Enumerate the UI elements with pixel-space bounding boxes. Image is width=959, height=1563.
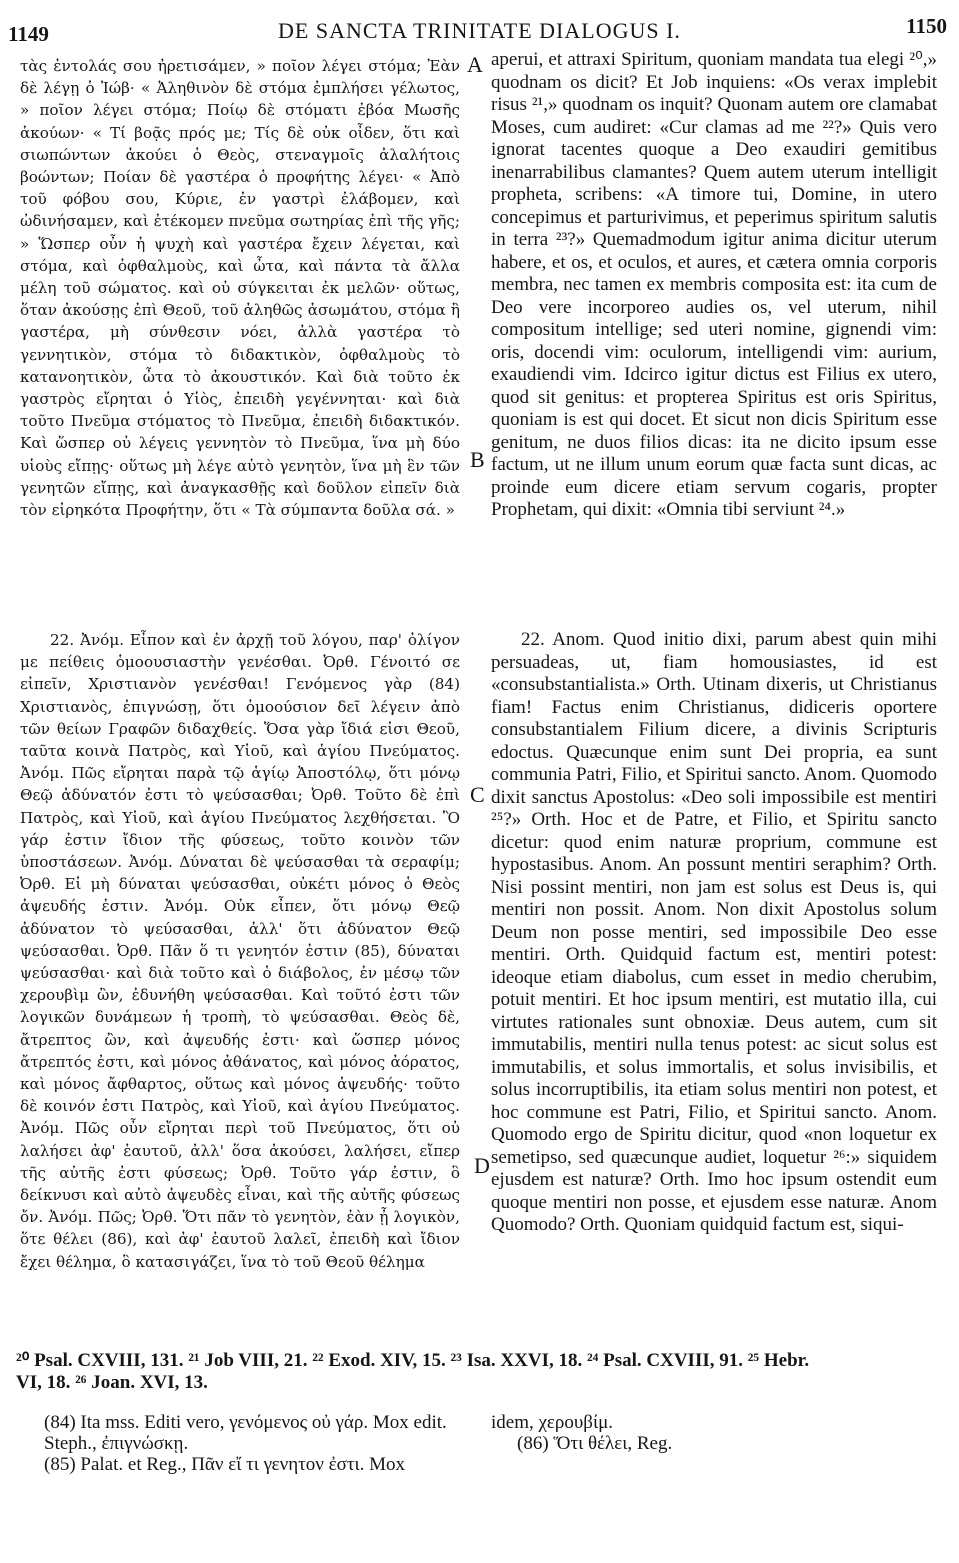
variant-note-86: (86) Ὅτι θέλει, Reg. bbox=[517, 1433, 673, 1454]
variant-note-85-continued: idem, χερουβίμ. bbox=[491, 1412, 614, 1433]
page-number-right: 1150 bbox=[906, 14, 947, 38]
variant-notes-right bbox=[491, 1412, 931, 1454]
variant-note-85: (85) Palat. et Reg., Πᾶν εἴ τι γενητον ἐστι. Mox bbox=[44, 1454, 405, 1475]
section-marker-c: C bbox=[470, 782, 485, 807]
footnote-line: ²⁰ Psal. CXVIII, 131. ²¹ Job VIII, 21. ²² Exod. XIV, 15. ²³ Isa. XXVI, 18. ²⁴ Psal. CXVIII, 91. ²⁵ Hebr. bbox=[16, 1350, 810, 1371]
section-marker-a: A bbox=[467, 52, 483, 77]
variant-notes-left bbox=[44, 1412, 484, 1475]
greek-text: 22. Ἀνόμ. Εἶπον καὶ ἐν ἀρχῇ τοῦ λόγου, παρ' ὀλίγον με πείθεις ὁμοουσιαστὴν γενέσθαι. Ὀρθ. Γένοιτό σε εἰπεῖν, Χριστιανὸν γενέσθαι! Γενόμενος γὰρ (84) Χριστιανὸς, ἐπιγνώσῃ, ὅτι ὁμοούσιον δεῖ λέγειν ἀπὸ τῶν θείων Γραφῶν διδαχθείς. Ὅσα γὰρ ἴδιά εἰσι Θεοῦ, ταῦτα κοινὰ Πατρὸς, καὶ Υἱοῦ, καὶ ἁγίου Πνεύματος. Ἀνόμ. Πῶς εἴρηται παρὰ τῷ ἁγίῳ Ἀποστόλῳ, ὅτι μόνῳ Θεῷ ἀδύνατόν ἐστι τὸ ψεύσασθαι; Ὀρθ. Τοῦτο δὲ ἐπὶ Πατρὸς, καὶ Υἱοῦ, καὶ ἁγίου Πνεύματος λεχθήσεται. Ὃ γάρ ἐστιν ἴδιον τῆς φύσεως, τοῦτο κοινὸν τῶν ὑποστάσεων. Ἀνόμ. Δύναται δὲ ψεύσασθαι τὰ σεραφίμ; Ὀρθ. Εἰ μὴ δύναται ψεύσασθαι, οὐκέτι μόνος ὁ Θεὸς ἀψευδής ἐστιν. Ἀνόμ. Οὐκ εἶπεν, ὅτι μόνῳ Θεῷ ἀδύνατον τὸ ψεύσασθαι, ἀλλ' ὅτι ἀδύνατον Θεῷ ψεύσασθαι. Ὀρθ. Πᾶν ὅ τι γενητόν ἐστιν (85), δύναται ψεύσασθαι· καὶ διὰ τοῦτο καὶ ὁ διάβολος, ἐν μέσῳ τῶν χερουβὶμ ὢν, ἐδυνήθη ψεύσασθαι. Καὶ τοῦτό ἐστι τῶν λογικῶν δυνάμεων ἡ τροπὴ, τὸ ψεύσασθαι. Θεὸς δὲ, ἄτρεπτος ὢν, καὶ ἀψευδής ἐστι· καὶ ὥσπερ μόνος ἄτρεπτός ἐστι, καὶ μόνος ἀθάνατος, καὶ μόνος ἀόρατος, καὶ μόνος ἄφθαρτος, οὕτως καὶ μόνος ἀψευδής· τοῦτο δὲ κοινόν ἐστι Πατρὸς, καὶ Υἱοῦ, καὶ ἁγίου Πνεύματος. Ἀνόμ. Πῶς οὖν εἴρηται περὶ τοῦ Πνεύματος, ὅτι οὐ λαλήσει ἀφ' ἑαυτοῦ, ἀλλ' ὅσα ἀκούσει, λαλήσει, εἴπερ τῆς αὐτῆς ἐστι φύσεως; Ὀρθ. Τοῦτο γάρ ἐστιν, ὃ δείκνυσι καὶ αὐτὸ ἀψευδὲς εἶναι, καὶ τῆς αὐτῆς φύσεως ὄν. Ἀνόμ. Πῶς; Ὀρθ. Ὅτι πᾶν τὸ γενητὸν, ἐὰν ᾖ λογικὸν, ὅτε θέλει (86), καὶ ἀφ' ἑαυτοῦ λαλεῖ, ἐπειδὴ καὶ ἴδιον ἔχει θέλημα, ὃ κατασιγάζει, ἵνα τὸ τοῦ Θεοῦ θέλημα bbox=[20, 631, 460, 1271]
greek-column-paragraph-1 bbox=[20, 55, 460, 521]
section-marker-b: B bbox=[470, 447, 485, 472]
greek-text: τὰς ἐντολάς σου ἠρετισάμεν, » ποῖον λέγει στόμα; Ἐὰν δὲ λέγῃ ὁ Ἰώβ· « Ἀληθινὸν δὲ στόμα ἐμπλήσει γέλωτος, » ποῖον λέγει στόμα; Ποίῳ δὲ στόματι ἐβόα Μωσῆς ἀκούων· « Τί βοᾷς πρός με; Τίς δὲ οὐκ οἶδεν, ὅτι καὶ σιωπώντων ἀκούει ὁ Θεὸς, στεναγμοῖς ἀλαλήτοις βοώντων; Ποίαν δὲ γαστέρα ὁ προφήτης λέγει· « Ἀπὸ τοῦ φόβου σου, Κύριε, ἐν γαστρὶ ἐλάβομεν, καὶ ὠδινήσαμεν, καὶ ἐτέκομεν πνεῦμα σωτηρίας ἐπὶ τῆς γῆς; » Ὥσπερ οὖν ἡ ψυχὴ καὶ γαστέρα ἔχειν λέγεται, καὶ στόμα, καὶ ὀφθαλμοὺς, καὶ ὦτα, καὶ πάντα τὰ ἄλλα μέλη τοῦ σώματος. καὶ οὐ σύγκειται ἐκ μελῶν· οὕτως, ὅταν ἀκούσῃς ἐπὶ Θεοῦ, τοῦ ἀληθῶς ἀσωμάτου, στόμα ἢ γαστέρα, μὴ σύνθεσιν νόει, ἀλλὰ γαστέρα τὸ γεννητικὸν, στόμα τὸ διδακτικὸν, ὀφθαλμοὺς τὸ κατανοητικὸν, ὦτα τὸ ἀκουστικόν. Καὶ διὰ τοῦτο ἐκ γαστρὸς εἴρηται ὁ Υἱὸς, ἐπειδὴ γεγέννηται· καὶ διὰ τοῦτο Πνεῦμα στόματος τὸ Πνεῦμα, ἐπειδὴ διδακτικόν. Καὶ ὥσπερ οὐ λέγεις γεννητὸν τὸ Πνεῦμα, ἵνα μὴ δύο υἱοὺς εἴπῃς· οὕτως μὴ λέγε αὐτὸ γενητὸν, ἵνα μὴ ἓν τῶν γενητῶν εἴπῃς, καὶ ἀναγκασθῇς καὶ δοῦλον εἰπεῖν διὰ τὸν εἰρηκότα Προφήτην, ὅτι « Τὰ σύμπαντα δοῦλα σά. » bbox=[20, 57, 460, 520]
greek-column-paragraph-2 bbox=[20, 629, 460, 1273]
section-marker-d: D bbox=[474, 1153, 490, 1178]
footnote-line: VI, 18. ²⁶ Joan. XVI, 13. bbox=[16, 1372, 208, 1393]
latin-text: 22. Anom. Quod initio dixi, parum abest quin mihi persuadeas, ut, fiam homousiastes, id est «consubstantialista.» Orth. Utinam dixeris, ut Christianus fiam! Factus enim Christianus, didiceris oportere consubstantialem Filium dicere, a divinis Scripturis edoctus. Quæcunque enim sunt Dei propria, ea sunt communia Patri, Filio, et Spiritui sancto. Anom. Quomodo dixit sanctus Apostolus: «Deo soli impossibile est mentiri ²⁵?» Orth. Hoc et de Patre, et Filio, et Spiritu sancto dicetur: quod enim naturæ proprium, commune est hypostasibus. Anom. An possunt mentiri seraphim? Orth. Nisi possint mentiri, non jam est solus est Deus is, qui mentiri non possit. Anom. Non dixit Apostolus solum Deum non posse mentiri, sed impossibile Deo esse mentiri. Orth. Quidquid factum est, mentiri potest: ideoque etiam diabolus, cum esset in medio cherubim, potuit mentiri. Et hoc ipsum mentiri, est mutatio illa, cui virtutes rationales sunt obnoxiæ. Deus autem, cum sit immutabilis, mentiri nulla tenus potest: ac sicut solus est immutabilis, et solus immortalis, et solus invisibilis, et solus incorruptibilis, ita etiam solus mentiri non potest, et hoc commune est Patri, Filio, et Spiritui sancto. Anom. Quomodo ergo de Spiritu dicitur, quod «non loquetur ex semetipso, sed quæcunque audiet, loquetur ²⁶:» siquidem ejusdem est naturæ? Orth. Imo hoc ipsum ostendit eum quoque mentiri non posse, et ejusdem esse naturæ. Anom Quomodo? Orth. Quoniam quidquid factum est, siqui- bbox=[491, 629, 937, 1235]
page-number-left: 1149 bbox=[8, 22, 49, 46]
latin-column-paragraph-1 bbox=[491, 49, 937, 522]
variant-note-84: (84) Ita mss. Editi vero, γενόμενος οὐ γάρ. Mox edit. Steph., ἐπιγνώσκῃ. bbox=[44, 1412, 447, 1454]
latin-text: aperui, et attraxi Spiritum, quoniam mandata tua elegi ²⁰,» quodnam os dicit? Et Job inquiens: «Os verax implebit risus ²¹,» quodnam os inquit? Quonam autem ore clamabat Moses, cum audiret: «Cur clamas ad me ²²?» Quis vero ignorat tacentes quoque a Deo exaudiri gemitibus inenarrabilibus clamantes? Quem autem uterum intelligit propheta, scribens: «A timore tui, Domine, in utero concepimus et parturivimus, et peperimus spiritum salutis in terra ²³?» Quemadmodum igitur anima dicitur uterum habere, et os, et oculos, et aures, et cætera omnia corporis membra, nec tamen ex membris composita est: ita cum de Deo vere incorporeo audies os, vel uterum, nihil compositum intellige; sed uteri nomine, gignendi vim: oris, docendi vim: oculorum, intelligendi vim: aurium, exaudiendi vim. Idcirco igitur dictus est Filius ex utero, quod sit genitus: et propterea Spiritus est oris Spiritus, quoniam is est qui docet. Et sicut non dicis Spiritum esse genitum, ne duos filios dicas: ita ne dicito ipsum esse factum, ut ne illum unum eorum quæ facta sunt dicas, ac proinde eum dicere etiam servum cogaris, propter Prophetam, qui dixit: «Omnia tibi serviunt ²⁴.» bbox=[491, 49, 937, 520]
page-header bbox=[0, 10, 959, 44]
scripture-footnotes bbox=[16, 1350, 946, 1394]
latin-column-paragraph-2 bbox=[491, 629, 937, 1237]
running-title: DE SANCTA TRINITATE DIALOGUS I. bbox=[278, 18, 681, 43]
